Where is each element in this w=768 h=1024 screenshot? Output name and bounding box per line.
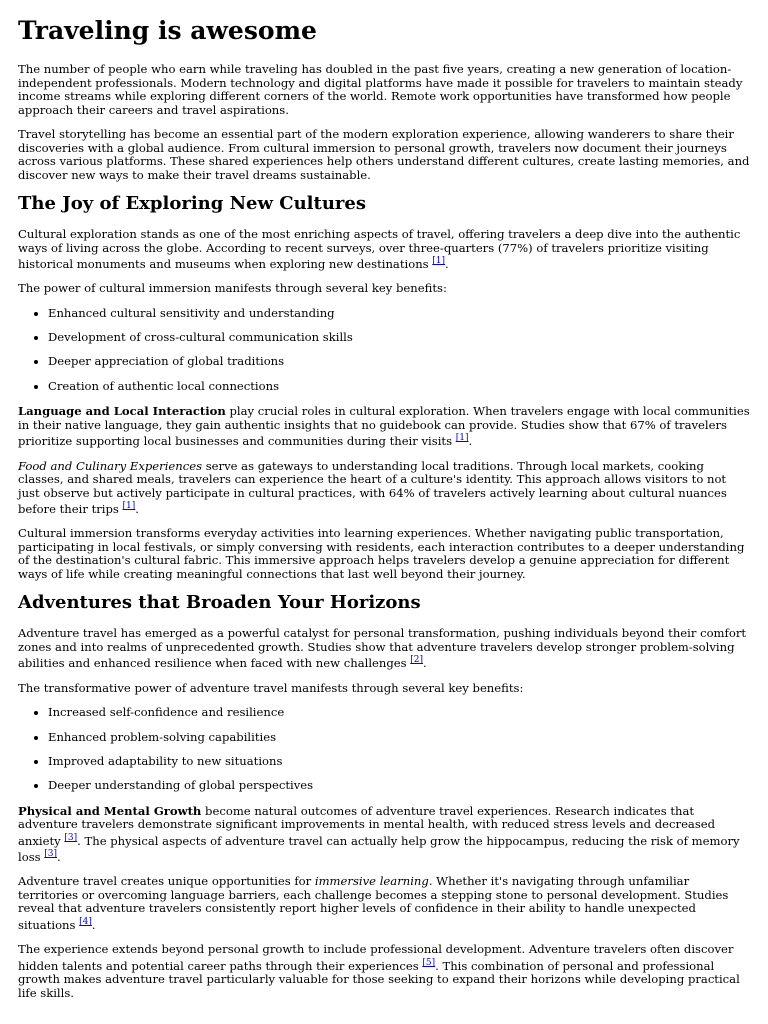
citation-link[interactable]: [1] <box>432 256 446 266</box>
intro-paragraph-2: Travel storytelling has become an essential part of the modern exploration experience, allowing wanderers to share their discoveries with a global audience. From cultural immersion to personal growth, travelers now document their journeys across various platforms. These shared experiences help others understand different cultures, create lasting memories, and discover new ways to make their travel dreams sustainable. <box>18 127 750 182</box>
list-item: • Improved adaptability to new situations <box>48 755 750 769</box>
intro-paragraph-1: The number of people who earn while traveling has doubled in the past five years, creating a new generation of location-independent professionals. Modern technology and digital platforms have made it possible for travelers to maintain steady income streams while exploring different corners of the world. Remote work opportunities have transformed how people approach their careers and travel aspirations. <box>18 62 743 117</box>
cultures-paragraph-2: The power of cultural immersion manifests through several key benefits: <box>18 281 447 296</box>
list-item: • Development of cross-cultural communication skills <box>48 331 750 345</box>
adventures-paragraph-1: Adventure travel has emerged as a powerful catalyst for personal transformation, pushing individuals beyond their comfort zones and into realms of unprecedented growth. Studies show that adventure travelers develop stronger problem-solving abilities and enhanced resilience when faced with new challenges [2]. <box>18 626 747 671</box>
adventures-paragraph-3: Physical and Mental Growth become natural outcomes of adventure travel experiences. Research indicates that adventure travelers demonstrate significant improvements in mental health, with reduced stress levels and decreased anxiety [3]. The physical aspects of adventure travel can actually help grow the hippocampus, reducing the risk of memory loss [3]. <box>18 803 740 864</box>
adventures-paragraph-2: The transformative power of adventure travel manifests through several key benefits: <box>18 680 524 695</box>
adventures-paragraph-4-text-a: Adventure travel creates unique opportunities for <box>18 874 315 889</box>
cultures-paragraph-5: Cultural immersion transforms everyday activities into learning experiences. Whether navigating public transportation, participating in local festivals, or simply conversing with residents, each interaction contributes to a deeper understanding of the destination's cultural fabric. This immersive approach helps travelers develop a genuine appreciation for different ways of life while creating meaningful connections that last well beyond their journey. <box>18 526 745 581</box>
section-heading-adventures: Adventures that Broaden Your Horizons <box>18 592 421 614</box>
cultures-benefits-list <box>18 307 750 393</box>
list-item: • Creation of authentic local connections <box>48 380 750 394</box>
adventures-paragraph-5-text-a: The experience extends beyond personal growth to include professional development. Adventure travelers often discover hidden talents and potential career paths through their experiences <box>18 942 734 973</box>
italic-term: Food and Culinary Experiences <box>18 458 203 473</box>
cultures-paragraph-1-text: Cultural exploration stands as one of the most enriching aspects of travel, offering travelers a deep dive into the authentic ways of living across the globe. According to recent surveys, over three-quarters (77%) of travelers prioritize visiting historical monuments and museums when exploring new destinations <box>18 227 741 271</box>
citation-link[interactable]: [3] <box>64 832 78 843</box>
adventures-paragraph-3-text-b: . The physical aspects of adventure travel can actually help grow the hippocampus, reducing the risk of memory loss <box>18 833 740 864</box>
list-item: • Enhanced cultural sensitivity and understanding <box>48 307 750 321</box>
citation-link[interactable]: [1] <box>455 433 469 444</box>
cultures-paragraph-4: Food and Culinary Experiences serve as gateways to understanding local traditions. Through local markets, cooking classes, and shared meals, travelers can experience the heart of a culture's identity. This approach allows visitors to not just observe but actively participate in cultural practices, with 64% of travelers actively learning about cultural nuances before their trips [1]. <box>18 458 727 516</box>
adventures-paragraph-5 <box>18 943 750 1000</box>
section-heading-cultures: The Joy of Exploring New Cultures <box>18 193 366 214</box>
citation-link[interactable]: [3] <box>44 849 58 860</box>
italic-term: immersive learning <box>314 874 429 889</box>
adventures-benefits-list <box>18 706 750 792</box>
bold-term: Physical and Mental Growth <box>18 803 202 818</box>
adventures-paragraph-4: Adventure travel creates unique opportunities for immersive learning. Whether it's navigating through unfamiliar territories or overcoming language barriers, each challenge becomes a stepping stone to personal development. Studies reveal that adventure travelers consistently report higher levels of confidence in their ability to handle unexpected situations [4]. <box>18 874 729 932</box>
cultures-paragraph-4-text: serve as gateways to understanding local traditions. Through local markets, cooking classes, and shared meals, travelers can experience the heart of a culture's identity. This approach allows visitors to not just observe but actively participate in cultural practices, with 64% of travelers actively learning about cultural nuances before their trips <box>18 458 727 516</box>
cultures-paragraph-3: Language and Local Interaction play crucial roles in cultural exploration. When travelers engage with local communities in their native language, they gain authentic insights that no guidebook can provide. Studies show that 67% of travelers prioritize supporting local businesses and communities during their visits [1]. <box>18 404 750 449</box>
list-item: • Increased self-confidence and resilience <box>48 706 750 720</box>
adventures-paragraph-3-text-a: become natural outcomes of adventure travel experiences. Research indicates that adventure travelers demonstrate significant improvements in mental health, with reduced stress levels and decreased anxiety <box>18 803 716 848</box>
adventures-paragraph-1-text: Adventure travel has emerged as a powerful catalyst for personal transformation, pushing individuals beyond their comfort zones and into realms of unprecedented growth. Studies show that adventure travelers develop stronger problem-solving abilities and enhanced resilience when faced with new challenges <box>18 626 747 671</box>
page-title: Traveling is awesome <box>18 16 317 45</box>
citation-link[interactable]: [5] <box>422 957 436 968</box>
citation-link[interactable]: [1] <box>122 501 136 512</box>
adventures-paragraph-4-text-b: . Whether it's navigating through unfamiliar territories or overcoming language barriers, each challenge becomes a stepping stone to personal development. Studies reveal that adventure travelers consistently report higher levels of confidence in their ability to handle unexpected situations <box>18 874 729 932</box>
cultures-paragraph-1: Cultural exploration stands as one of the most enriching aspects of travel, offering travelers a deep dive into the authentic ways of living across the globe. According to recent surveys, over three-quarters (77%) of travelers prioritize visiting historical monuments and museums when exploring new destinations [1]. <box>18 227 741 271</box>
citation-link[interactable]: [2] <box>410 655 424 666</box>
cultures-paragraph-3-text: play crucial roles in cultural exploration. When travelers engage with local communities in their native language, they gain authentic insights that no guidebook can provide. Studies show that 67% of travelers prioritize supporting local businesses and communities during their visits <box>18 404 750 449</box>
list-item: • Deeper understanding of global perspectives <box>48 779 750 793</box>
citation-link[interactable]: [4] <box>79 916 92 927</box>
list-item: • Deeper appreciation of global traditions <box>48 355 750 369</box>
bold-term: Language and Local Interaction <box>18 404 226 419</box>
adventures-paragraph-5-text-b: . This combination of personal and professional growth makes adventure travel particularly valuable for those seeking to expand their horizons while developing practical life skills. <box>18 958 740 1000</box>
list-item: • Enhanced problem-solving capabilities <box>48 731 750 745</box>
